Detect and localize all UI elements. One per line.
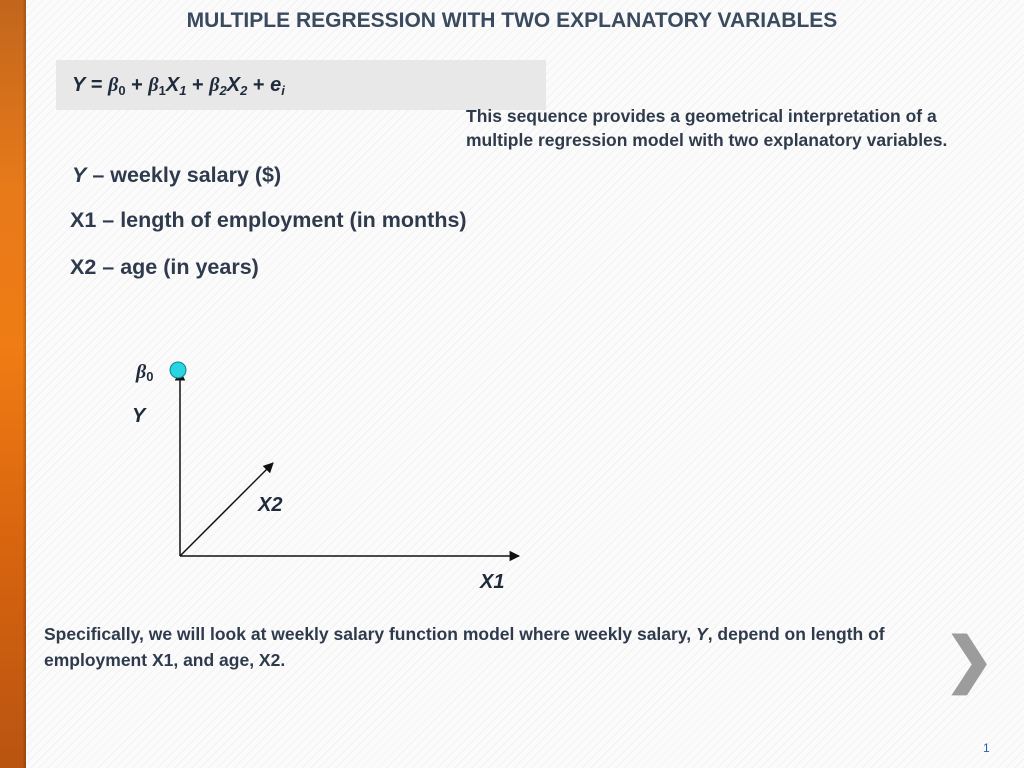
definition-y-desc: – weekly salary ($)	[86, 163, 282, 187]
eq-beta0: β	[108, 74, 119, 96]
page-number: 1	[983, 741, 990, 755]
chevron-right-icon[interactable]: ❯	[944, 626, 995, 693]
conclusion-text	[44, 621, 944, 673]
conclusion-part2: , depend on length of employment X1, and age, X2.	[44, 624, 885, 670]
eq-error-sub: i	[281, 83, 285, 98]
eq-x2-sub: 2	[240, 83, 248, 98]
eq-x1-sub: 1	[179, 83, 187, 98]
eq-beta2: β	[209, 74, 220, 96]
eq-beta1-sub: 1	[158, 83, 166, 98]
conclusion-part1: Specifically, we will look at weekly salary function model where weekly salary,	[44, 624, 696, 644]
eq-beta0-sub: 0	[118, 83, 126, 98]
definition-x1: X1 – length of employment (in months)	[70, 208, 467, 232]
intercept-beta: β	[136, 361, 147, 383]
eq-plus-3: +	[247, 74, 271, 96]
eq-x1: X	[165, 74, 180, 96]
definition-y-var: Y	[72, 163, 87, 187]
slide-title: MULTIPLE REGRESSION WITH TWO EXPLANATORY VARIABLES	[186, 9, 838, 32]
conclusion-y-var: Y	[696, 624, 708, 644]
x1-axis-label: X1	[480, 571, 505, 593]
eq-y: Y	[72, 74, 86, 96]
intercept-label	[136, 361, 153, 384]
intercept-sub: 0	[146, 369, 154, 384]
y-axis-label: Y	[132, 405, 146, 427]
eq-plus-2: +	[186, 74, 210, 96]
eq-equals: =	[85, 74, 109, 96]
eq-plus-1: +	[125, 74, 149, 96]
eq-error: e	[270, 74, 282, 96]
x2-axis-label: X2	[258, 494, 283, 516]
definition-x2: X2 – age (in years)	[70, 255, 259, 279]
intercept-marker	[170, 362, 186, 378]
eq-x2: X	[226, 74, 241, 96]
eq-beta1: β	[148, 74, 159, 96]
eq-beta2-sub: 2	[219, 83, 227, 98]
intro-text: This sequence provides a geometrical interpretation of a multiple regression model with two explanatory variables.	[466, 106, 948, 150]
